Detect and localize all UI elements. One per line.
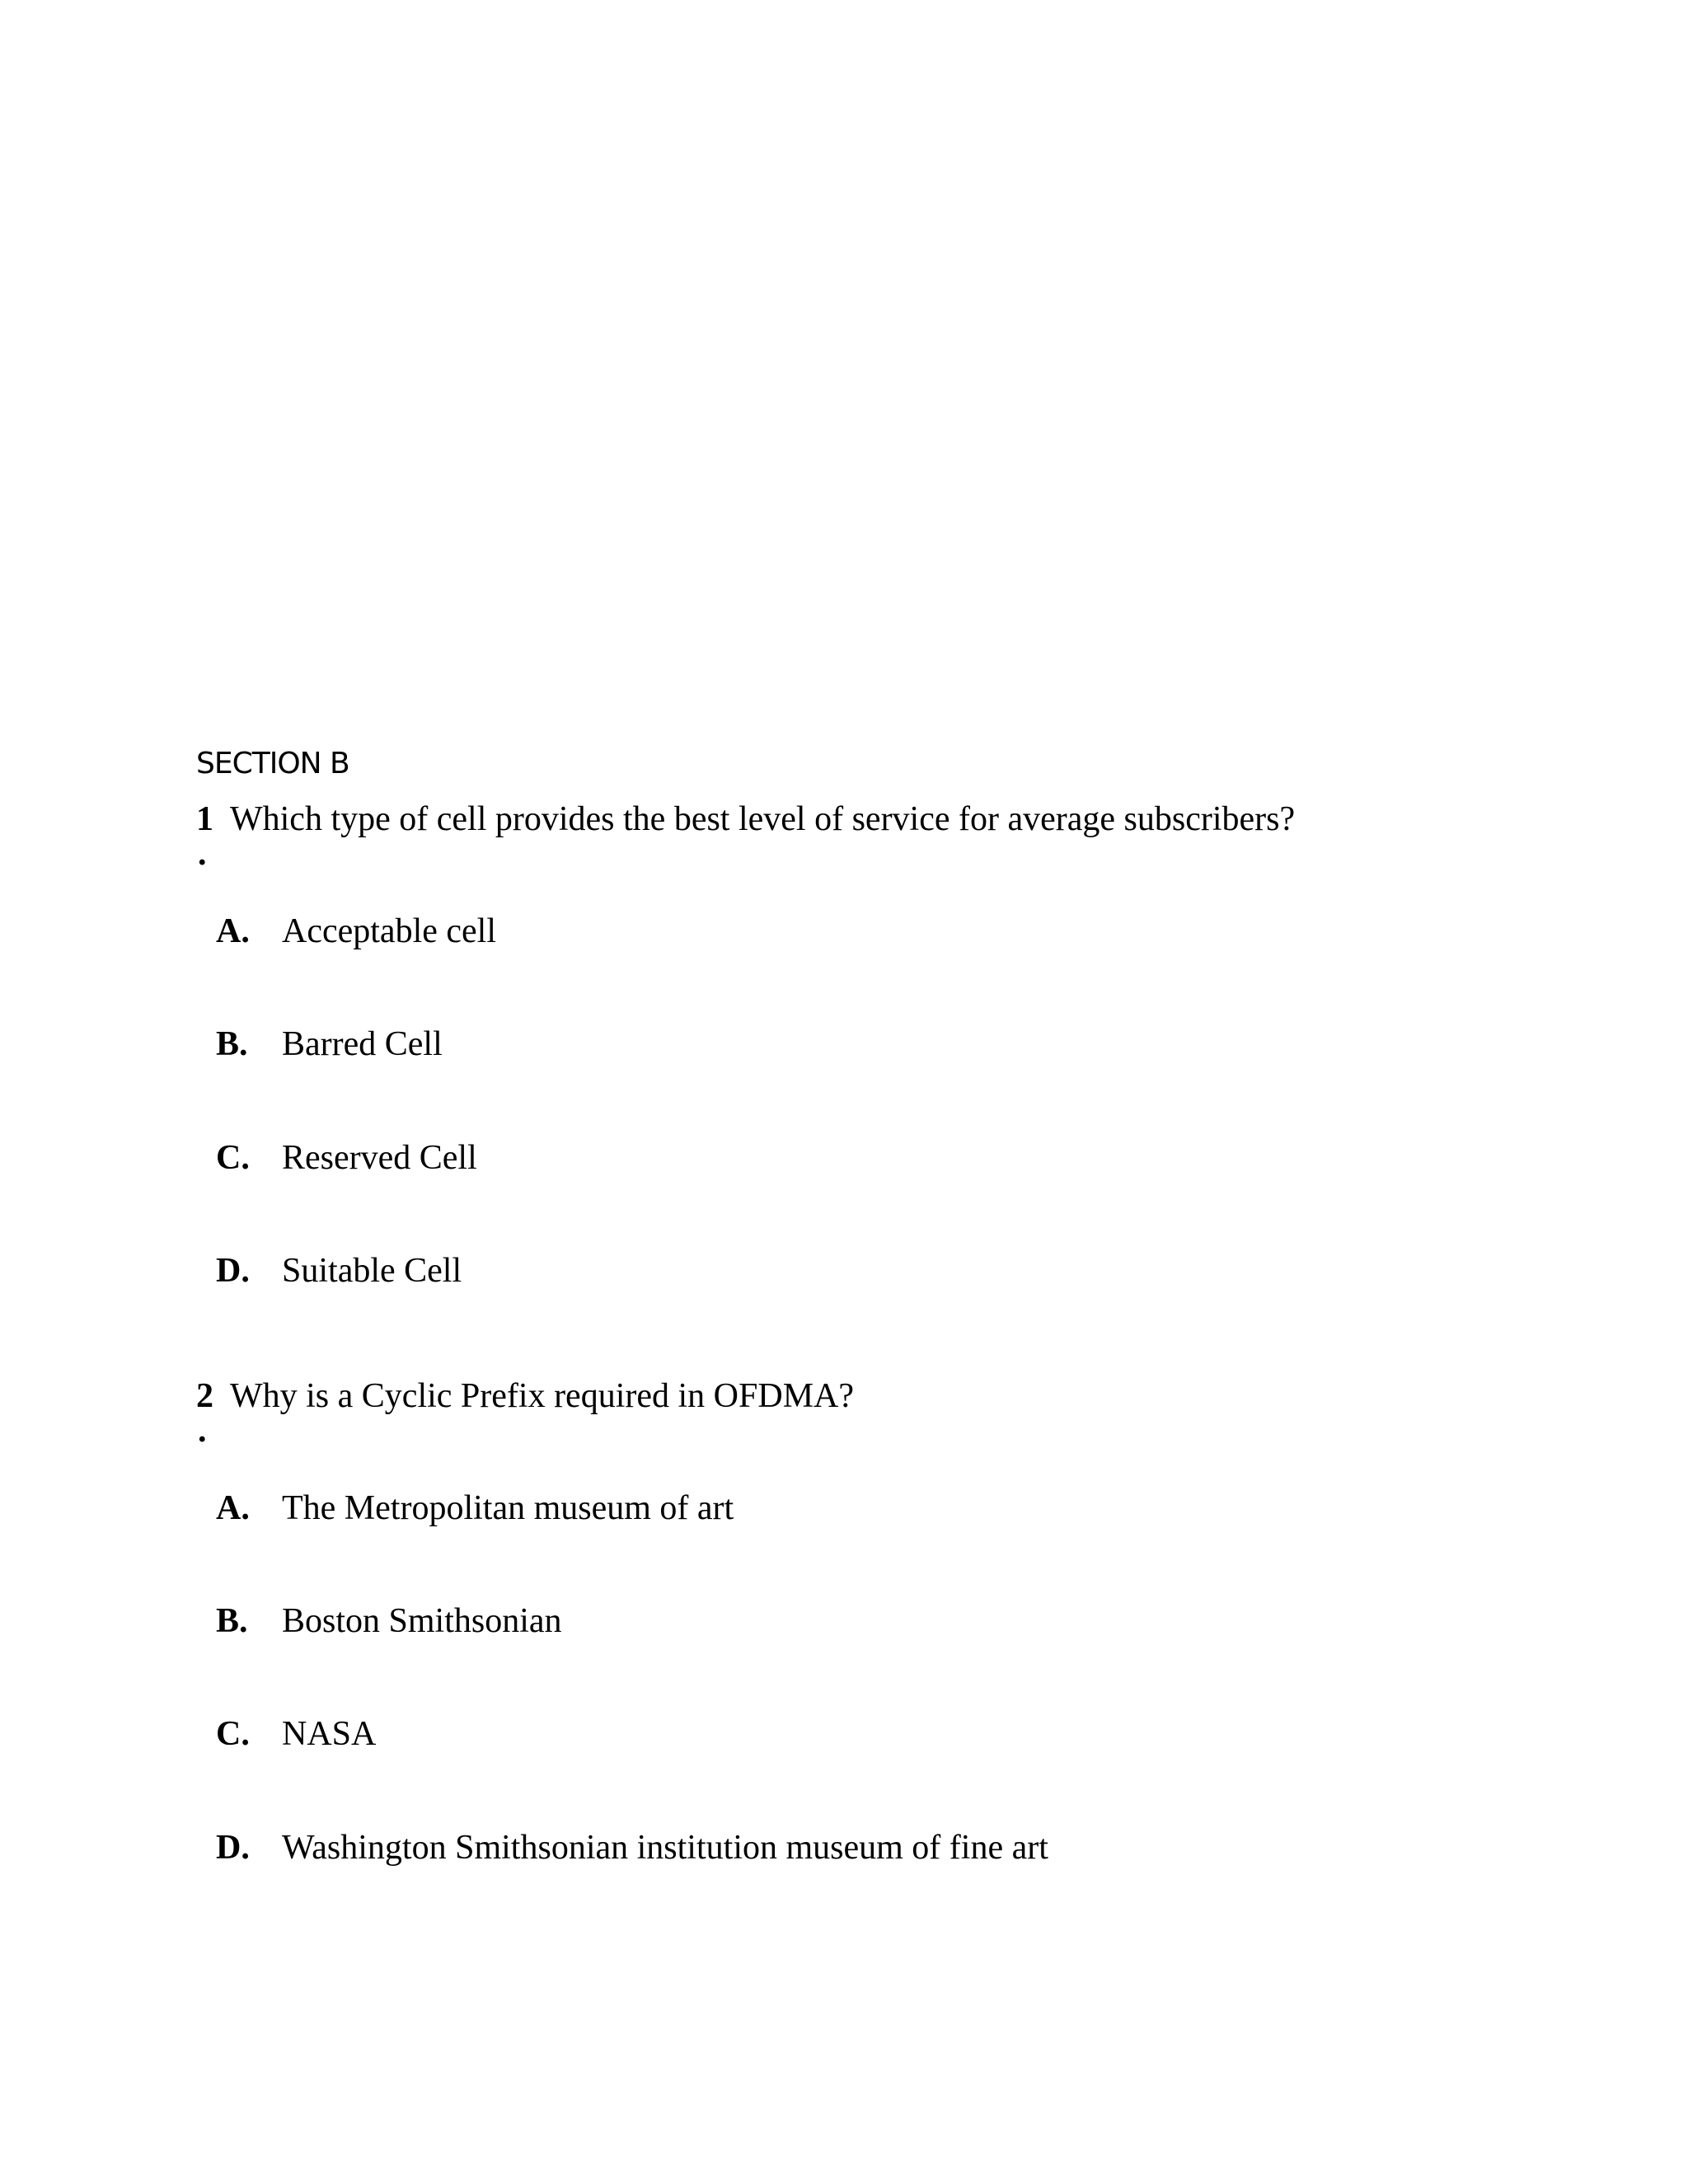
section-heading: SECTION B bbox=[196, 747, 349, 780]
question-number: 2 bbox=[196, 1377, 213, 1415]
option-text: Washington Smithsonian institution museum of fine art bbox=[282, 1829, 1048, 1867]
option-letter: D. bbox=[216, 1829, 250, 1867]
question-text: Why is a Cyclic Prefix required in OFDMA? bbox=[230, 1377, 855, 1415]
option-letter: C. bbox=[216, 1139, 250, 1177]
option-letter: B. bbox=[216, 1025, 248, 1063]
question-text: Which type of cell provides the best level of service for average subscribers? bbox=[230, 800, 1296, 838]
option-text: Reserved Cell bbox=[282, 1139, 477, 1177]
question-number: 1 bbox=[196, 800, 213, 838]
question-number-dot: . bbox=[198, 1412, 207, 1450]
option-text: Barred Cell bbox=[282, 1025, 443, 1063]
option-letter: C. bbox=[216, 1715, 250, 1753]
option-letter: B. bbox=[216, 1602, 248, 1640]
option-letter: A. bbox=[216, 912, 250, 950]
question-number-dot: . bbox=[198, 835, 207, 873]
option-text: The Metropolitan museum of art bbox=[282, 1489, 734, 1527]
option-text: Acceptable cell bbox=[282, 912, 496, 950]
option-letter: D. bbox=[216, 1252, 250, 1290]
option-text: Suitable Cell bbox=[282, 1252, 462, 1290]
option-letter: A. bbox=[216, 1489, 250, 1527]
option-text: NASA bbox=[282, 1715, 377, 1753]
option-text: Boston Smithsonian bbox=[282, 1602, 562, 1640]
